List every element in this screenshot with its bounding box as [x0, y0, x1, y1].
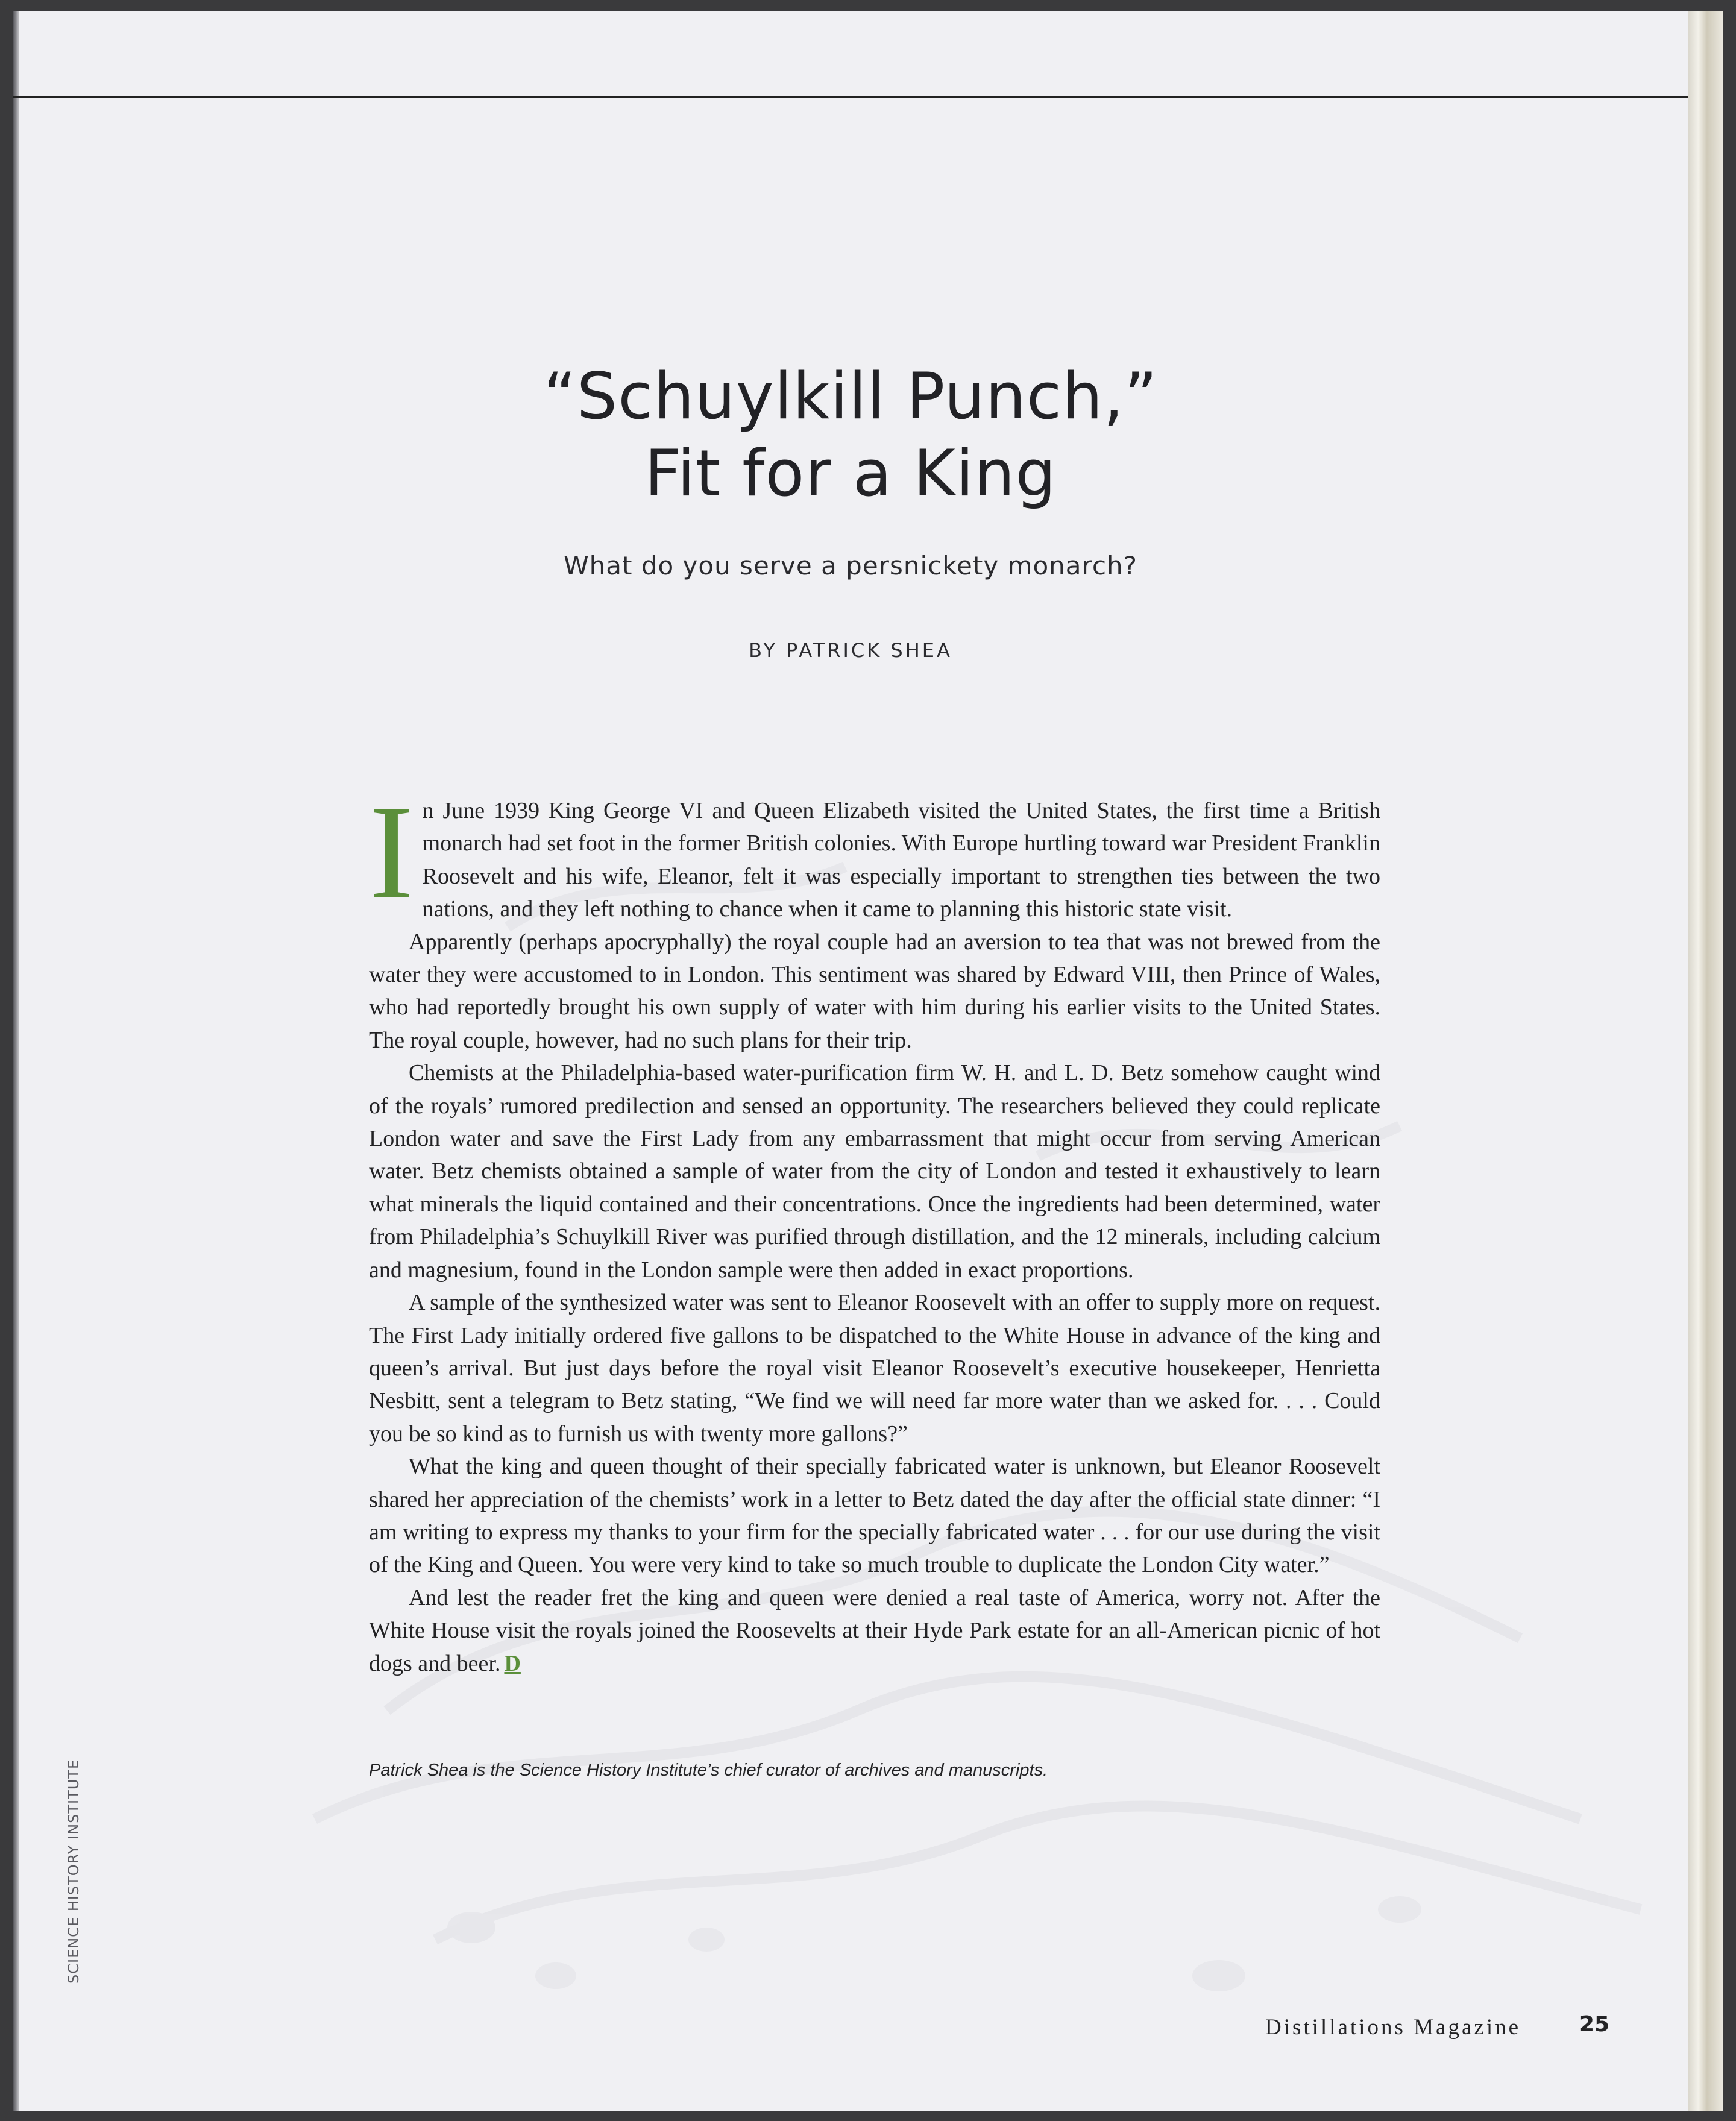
paragraph-6 — [369, 1582, 1380, 1680]
title-line-1: “Schuylkill Punch,” — [543, 359, 1158, 433]
footer-magazine-name: Distillations Magazine — [1265, 2015, 1521, 2040]
author-bio: Patrick Shea is the Science History Institute’s chief curator of archives and manuscripts. — [369, 1761, 1048, 1780]
magazine-page — [13, 11, 1688, 2111]
drop-cap: I — [369, 778, 414, 927]
paragraph-6-text: And lest the reader fret the king and queen were denied a real taste of America, worry not. After the White House visit the royals joined the Roosevelts at their Hyde Park estate for an all-American picnic of hot dogs and beer. — [369, 1585, 1380, 1676]
article-title — [13, 358, 1688, 512]
paragraph-2: Apparently (perhaps apocryphally) the royal couple had an aversion to tea that was not brewed from the water they were accustomed to in London. This sentiment was shared by Edward VIII, then Prince of Wales, who had reportedly brought his own supply of water with him during his earlier visits to the United States. The royal couple, however, had no such plans for their trip. — [369, 929, 1380, 1053]
article-byline: BY PATRICK SHEA — [749, 639, 952, 662]
end-mark-icon: D — [504, 1650, 521, 1676]
paragraph-4: A sample of the synthesized water was sent to Eleanor Roosevelt with an offer to supply more on request. The First Lady initially ordered five gallons to be dispatched to the White House in advance of the king and queen’s arrival. But just days before the royal visit Eleanor Roosevelt’s executive housekeeper, Henrietta Nesbitt, sent a telegram to Betz stating, “We find we will need far more water than we asked for. . . . Could you be so kind as to furnish us with twenty more gallons?” — [369, 1290, 1380, 1447]
binding-edge — [13, 11, 19, 2111]
top-rule-divider — [13, 96, 1688, 98]
paragraph-1 — [369, 778, 1380, 927]
spine-label: SCIENCE HISTORY INSTITUTE — [65, 1759, 82, 1984]
page-stack-edge — [1688, 11, 1723, 2111]
article-body — [369, 778, 1380, 1680]
paragraph-5: What the king and queen thought of their specially fabricated water is unknown, but Eleanor Roosevelt shared her appreciation of the chemists’ work in a letter to Betz dated the day after the official state dinner: “I am writing to express my thanks to your firm for the specially fabricated water . . . for our use during the visit of the King and Queen. You were very kind to take so much trouble to duplicate the London City water.” — [369, 1454, 1380, 1578]
footer-page-number: 25 — [1579, 2012, 1610, 2037]
paragraph-3: Chemists at the Philadelphia-based water-purification firm W. H. and L. D. Betz somehow caught wind of the royals’ rumored predilection and sensed an opportunity. The researchers believed they could replicate London water and save the First Lady from any embarrassment that might occur from serving American water. Betz chemists obtained a sample of water from the city of London and tested it exhaustively to learn what minerals the liquid contained and their concentrations. Once the ingredients had been determined, water from Philadelphia’s Schuylkill River was purified through distillation, and the 12 minerals, including calcium and magnesium, found in the London sample were then added in exact proportions. — [369, 1060, 1380, 1283]
paragraph-1-text: n June 1939 King George VI and Queen Elizabeth visited the United States, the first time a British monarch had set foot in the former British colonies. With Europe hurtling toward war President Franklin Roosevelt and his wife, Eleanor, felt it was especially important to strengthen ties between the two nations, and they left nothing to chance when it came to planning this historic state visit. — [422, 798, 1380, 922]
article-subtitle: What do you serve a persnickety monarch? — [564, 551, 1137, 580]
title-line-2: Fit for a King — [644, 436, 1057, 511]
